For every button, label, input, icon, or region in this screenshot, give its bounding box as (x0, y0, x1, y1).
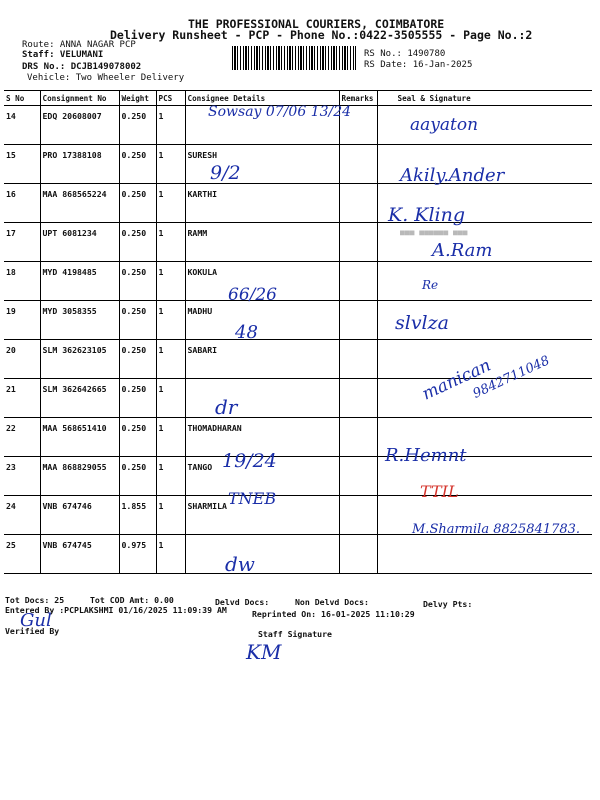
hand-sign-24: M.Sharmila 8825841783. (412, 522, 581, 537)
cell-consignment: VNB 674745 (40, 535, 119, 574)
runsheet-table (4, 90, 592, 574)
cell-pcs: 1 (156, 535, 185, 574)
hand-sign-18: Re (422, 278, 439, 292)
entered-by: Entered By :PCPLAKSHMI 01/16/2025 11:09:39 AM (5, 605, 227, 615)
col-remarks: Remarks (339, 91, 377, 106)
cell-weight: 0.250 (119, 184, 156, 223)
cell-remarks (339, 184, 377, 223)
stamp-impression: ■■■ ■■■■■■ ■■■ (400, 228, 468, 237)
cell-weight: 0.250 (119, 223, 156, 262)
cell-consignment: MAA 868829055 (40, 457, 119, 496)
cell-pcs: 1 (156, 184, 185, 223)
cell-sno: 17 (4, 223, 40, 262)
cell-consignee: KARTHI (185, 184, 339, 223)
cell-remarks (339, 535, 377, 574)
table-row (4, 418, 592, 457)
cell-sno: 22 (4, 418, 40, 457)
staff-label: Staff: VELUMANI (22, 50, 104, 60)
cell-sno: 20 (4, 340, 40, 379)
cell-weight: 0.250 (119, 145, 156, 184)
cell-signature (377, 535, 592, 574)
cell-weight: 0.250 (119, 418, 156, 457)
cell-sno: 23 (4, 457, 40, 496)
hand-consignee-14: Sowsay 07/06 13/24 (208, 104, 352, 120)
hand-sign-16: K. Kling (388, 204, 466, 226)
barcode (232, 46, 356, 70)
company-title: THE PROFESSIONAL COURIERS, COIMBATORE (188, 17, 445, 31)
hand-consignee-23: TNEB (228, 489, 277, 508)
cell-sno: 24 (4, 496, 40, 535)
hand-verified-sign: Gul (20, 610, 52, 631)
cell-remarks (339, 496, 377, 535)
cell-pcs: 1 (156, 457, 185, 496)
table-row (4, 301, 592, 340)
cell-weight: 0.250 (119, 379, 156, 418)
hand-consignee-19: 48 (235, 322, 258, 343)
cell-consignee: SURESH (185, 145, 339, 184)
hand-sign-17: A.Ram (432, 240, 493, 261)
cell-consignment: EDQ 20608007 (40, 106, 119, 145)
cell-consignment: SLM 362642665 (40, 379, 119, 418)
drs-label: DRS No.: DCJB149078002 (22, 62, 142, 72)
cell-remarks (339, 418, 377, 457)
cell-pcs: 1 (156, 106, 185, 145)
cell-consignment: MYD 4198485 (40, 262, 119, 301)
cell-sno: 15 (4, 145, 40, 184)
route-label: Route: ANNA NAGAR PCP (22, 40, 136, 50)
cell-consignment: MAA 868565224 (40, 184, 119, 223)
col-consignment: Consignment No (40, 91, 119, 106)
tot-docs: Tot Docs: 25 (5, 595, 65, 605)
cell-pcs: 1 (156, 223, 185, 262)
hand-consignee-18: 66/26 (228, 285, 277, 305)
cell-sno: 19 (4, 301, 40, 340)
col-consignee: Consignee Details (185, 91, 339, 106)
table-row (4, 535, 592, 574)
cell-consignee (185, 379, 339, 418)
cell-sno: 14 (4, 106, 40, 145)
reprinted-on: Reprinted On: 16-01-2025 11:10:29 (252, 609, 415, 619)
cell-weight: 0.975 (119, 535, 156, 574)
cell-weight: 1.855 (119, 496, 156, 535)
hand-sign-23: TTIL (420, 482, 459, 501)
cell-consignee: THOMADHARAN (185, 418, 339, 457)
cell-remarks (339, 223, 377, 262)
hand-consignee-25: dw (225, 552, 255, 576)
staff-signature: Staff Signature (258, 629, 332, 639)
cell-weight: 0.250 (119, 106, 156, 145)
cell-consignee: MADHU (185, 301, 339, 340)
cell-consignment: SLM 362623105 (40, 340, 119, 379)
cell-consignee (185, 535, 339, 574)
cell-remarks (339, 340, 377, 379)
hand-sign-20: manican (419, 355, 495, 405)
cell-consignee: SABARI (185, 340, 339, 379)
non-delvd-docs: Non Delvd Docs: (295, 597, 369, 607)
cell-sno: 21 (4, 379, 40, 418)
hand-staff-sign: KM (246, 640, 282, 664)
tot-cod: Tot COD Amt: 0.00 (90, 595, 174, 605)
cell-pcs: 1 (156, 418, 185, 457)
delvy-pts: Delvy Pts: (423, 599, 473, 609)
table-row (4, 184, 592, 223)
hand-sign-19: slvlza (395, 312, 449, 334)
cell-consignee: SHARMILA (185, 496, 339, 535)
cell-consignment: VNB 674746 (40, 496, 119, 535)
vehicle-label: Vehicle: Two Wheeler Delivery (27, 73, 185, 83)
cell-sno: 16 (4, 184, 40, 223)
cell-remarks (339, 145, 377, 184)
cell-signature (377, 262, 592, 301)
cell-remarks (339, 301, 377, 340)
table-row (4, 262, 592, 301)
hand-consignee-22: 19/24 (222, 450, 277, 472)
hand-sign-21: 9842711048 (470, 353, 553, 402)
col-signature: Seal & Signature (377, 91, 592, 106)
col-sno: S No (4, 91, 40, 106)
delvd-docs: Delvd Docs: (215, 597, 270, 607)
cell-consignee: KOKULA (185, 262, 339, 301)
cell-weight: 0.250 (119, 262, 156, 301)
verified-by: Verified By (5, 626, 60, 636)
cell-pcs: 1 (156, 379, 185, 418)
sheet-title: Delivery Runsheet - PCP - Phone No.:0422-3505555 - Page No.:2 (110, 28, 533, 42)
col-pcs: PCS (156, 91, 185, 106)
cell-consignment: MYD 3058355 (40, 301, 119, 340)
cell-pcs: 1 (156, 340, 185, 379)
cell-remarks (339, 379, 377, 418)
cell-consignment: MAA 568651410 (40, 418, 119, 457)
cell-weight: 0.250 (119, 457, 156, 496)
cell-consignee: RAMM (185, 223, 339, 262)
rs-date: RS Date: 16-Jan-2025 (364, 60, 473, 70)
cell-consignment: PRO 17388108 (40, 145, 119, 184)
cell-sno: 18 (4, 262, 40, 301)
cell-sno: 25 (4, 535, 40, 574)
hand-sign-15: Akily.Ander (400, 165, 505, 186)
table-row (4, 457, 592, 496)
cell-weight: 0.250 (119, 340, 156, 379)
cell-pcs: 1 (156, 145, 185, 184)
rs-no: RS No.: 1490780 (364, 49, 446, 59)
table-row (4, 223, 592, 262)
cell-consignee: TANGO (185, 457, 339, 496)
hand-consignee-21: dr (215, 395, 238, 419)
cell-consignment: UPT 6081234 (40, 223, 119, 262)
cell-remarks (339, 457, 377, 496)
col-weight: Weight (119, 91, 156, 106)
cell-pcs: 1 (156, 262, 185, 301)
cell-weight: 0.250 (119, 301, 156, 340)
hand-consignee-15: 9/2 (210, 162, 241, 184)
hand-sign-14: aayaton (410, 115, 479, 135)
cell-pcs: 1 (156, 496, 185, 535)
cell-remarks (339, 262, 377, 301)
cell-pcs: 1 (156, 301, 185, 340)
hand-sign-22: R.Hemnt (385, 445, 467, 466)
